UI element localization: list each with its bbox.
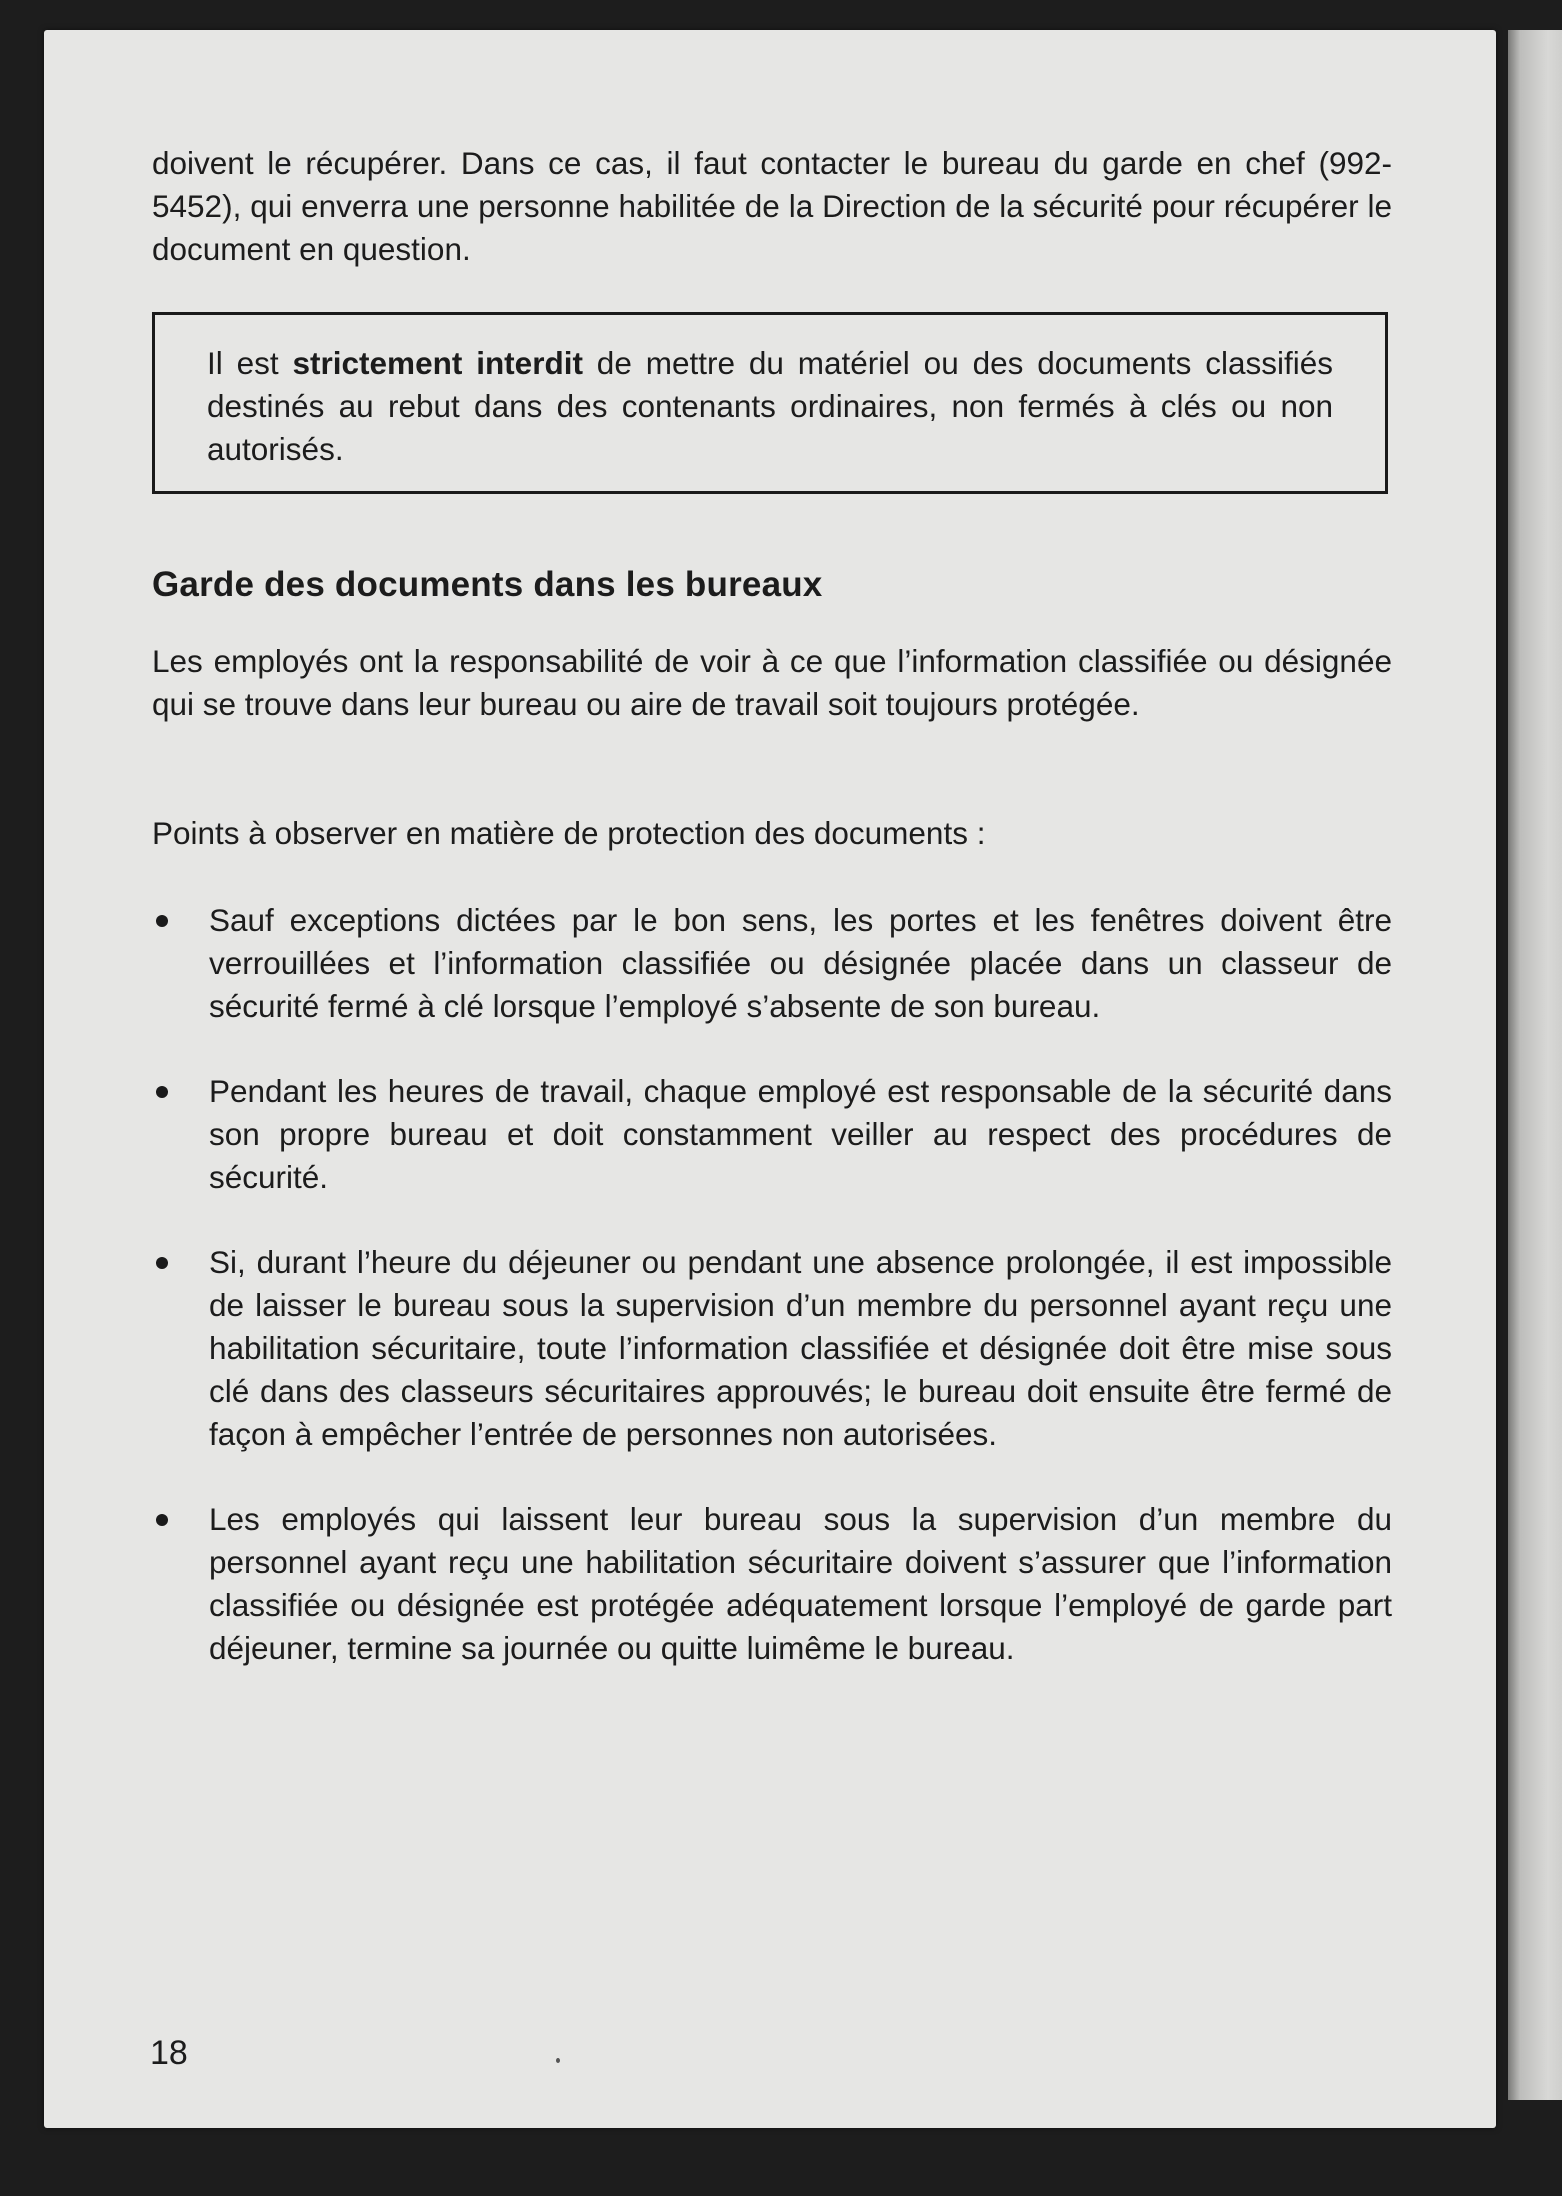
- section-paragraph: Les employés ont la responsabilité de voir à ce que l’information classifiée ou désignée qui se trouve dans leur bureau ou aire de travail soit toujours protégée.: [152, 643, 1392, 722]
- bullet-text: Sauf exceptions dictées par le bon sens, les portes et les fenêtres doivent être verrouillées et l’information classifiée ou désignée placée dans un classeur de sécurité fermé à clé lorsque l’employé s’absente de son bureau.: [209, 902, 1392, 1024]
- protection-points-list: [152, 899, 1392, 1712]
- warning-prefix: Il est: [207, 345, 293, 381]
- warning-box: [152, 312, 1388, 494]
- section-paragraph-block: [152, 640, 1392, 726]
- adjacent-page-edge: [1508, 30, 1562, 2100]
- list-item: [152, 899, 1392, 1028]
- warning-strong: strictement interdit: [292, 345, 583, 381]
- bullet-icon: [156, 915, 168, 927]
- bullet-icon: [156, 1514, 168, 1526]
- bullet-icon: [156, 1257, 168, 1269]
- bullet-text: Les employés qui laissent leur bureau sous la supervision d’un membre du personnel ayant reçu une habilitation sécuritaire doivent s’assurer que l’information classifiée ou désignée est protégée adéquatement lorsque l’employé de garde part déjeuner, termine sa journée ou quitte luimême le bureau.: [209, 1501, 1392, 1666]
- list-item: [152, 1241, 1392, 1456]
- bullet-text: Pendant les heures de travail, chaque employé est responsable de la sécurité dans son propre bureau et doit constamment veiller au respect des procédures de sécurité.: [209, 1073, 1392, 1195]
- bullet-icon: [156, 1086, 168, 1098]
- section-heading: Garde des documents dans les bureaux: [152, 565, 823, 604]
- warning-text: [207, 342, 1333, 471]
- intro-paragraph: doivent le récupérer. Dans ce cas, il faut contacter le bureau du garde en chef (992-5452), qui enverra une personne habilitée de la Direction de la sécurité pour récupérer le document en question.: [152, 145, 1392, 267]
- list-item: [152, 1070, 1392, 1199]
- bullet-text: Si, durant l’heure du déjeuner ou pendant une absence prolongée, il est impossible de laisser le bureau sous la supervision d’un membre du personnel ayant reçu une habilitation sécuritaire, toute l’information classifiée et désignée doit être mise sous clé dans des classeurs sécuritaires approuvés; le bureau doit ensuite être fermé de façon à empêcher l’entrée de personnes non autorisées.: [209, 1244, 1392, 1452]
- list-intro-block: [152, 812, 1392, 855]
- warning-suffix: de mettre du matériel ou des documents classifiés destinés au rebut dans des contenants ordinaires, non fermés à clés ou non autorisés.: [207, 345, 1333, 467]
- list-intro: Points à observer en matière de protection des documents :: [152, 815, 986, 851]
- page-number: 18: [150, 2034, 188, 2072]
- paper-speck: [556, 2058, 560, 2063]
- list-item: [152, 1498, 1392, 1670]
- intro-block: [152, 142, 1392, 271]
